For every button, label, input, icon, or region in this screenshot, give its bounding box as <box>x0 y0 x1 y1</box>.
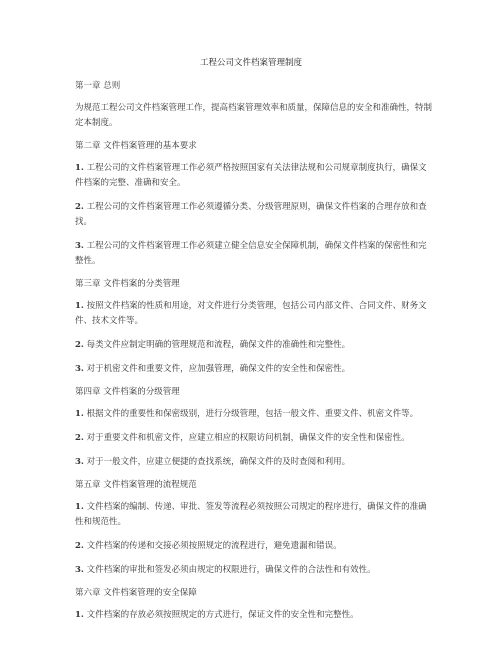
paragraph-text: 工程公司的文件档案管理工作必须遵循分类、分级管理原则，确保文件档案的合理存放和查找。 <box>75 202 427 227</box>
paragraph-text: 文件档案的审批和签发必须由规定的权限进行，确保文件的合法性和有效性。 <box>83 565 376 575</box>
paragraph-text: 按照文件档案的性质和用途，对文件进行分类管理，包括公司内部文件、合同文件、财务文件、技术文件等。 <box>75 301 427 326</box>
paragraph <box>75 299 435 329</box>
chapter-heading: 第二章 文件档案管理的基本要求 <box>75 141 197 151</box>
paragraph-text: 文件档案的传递和交接必须按照规定的流程进行，避免遗漏和错误。 <box>83 541 342 551</box>
chapter-heading: 第一章 总则 <box>75 81 121 91</box>
paragraph-text: 为规范工程公司文件档案管理工作，提高档案管理效率和质量，保障信息的安全和准确性，特制定本制度。 <box>75 103 433 128</box>
paragraph-text: 工程公司的文件档案管理工作必须严格按照国家有关法律法规和公司规章制度执行，确保文件档案的完整、准确和安全。 <box>75 163 427 188</box>
paragraph <box>75 362 435 377</box>
chapter-heading: 第五章 文件档案管理的流程规范 <box>75 480 197 490</box>
paragraph <box>75 161 435 191</box>
chapter-heading: 第六章 文件档案管理的安全保障 <box>75 588 197 598</box>
paragraph-text: 根据文件的重要性和保密级别，进行分级管理，包括一般文件、重要文件、机密文件等。 <box>83 409 419 419</box>
item-number: 3. <box>75 364 84 374</box>
paragraph <box>75 539 435 554</box>
paragraph <box>75 407 435 422</box>
document-title: 工程公司文件档案管理制度 <box>199 58 302 68</box>
paragraph-text: 工程公司的文件档案管理工作必须建立健全信息安全保障机制，确保文件档案的保密性和完整性。 <box>75 241 427 266</box>
paragraph <box>75 500 435 530</box>
paragraph-text: 对于一般文件，应建立便捷的查找系统，确保文件的及时查阅和利用。 <box>83 457 351 467</box>
document-body <box>75 80 435 632</box>
paragraph <box>75 239 435 269</box>
paragraph <box>75 608 435 623</box>
item-number: 2. <box>75 202 84 212</box>
item-number: 3. <box>75 565 84 575</box>
paragraph <box>75 200 435 230</box>
chapter-heading: 第三章 文件档案的分类管理 <box>75 279 180 289</box>
paragraph <box>75 101 435 131</box>
item-number: 1. <box>75 409 84 419</box>
item-number: 2. <box>75 433 84 443</box>
item-number: 1. <box>75 163 84 173</box>
item-number: 2. <box>75 340 84 350</box>
paragraph-text: 文件档案的编制、传递、审批、签发等流程必须按照公司规定的程序进行，确保文件的准确性和规范性。 <box>75 502 427 527</box>
item-number: 2. <box>75 541 84 551</box>
paragraph-text: 对于重要文件和机密文件，应建立相应的权限访问机制，确保文件的安全性和保密性。 <box>83 433 410 443</box>
paragraph-text: 每类文件应制定明确的管理规范和流程，确保文件的准确性和完整性。 <box>83 340 351 350</box>
item-number: 1. <box>75 610 84 620</box>
paragraph <box>75 563 435 578</box>
item-number: 3. <box>75 457 84 467</box>
paragraph <box>75 338 435 353</box>
paragraph-text: 文件档案的存放必须按照规定的方式进行，保证文件的安全性和完整性。 <box>83 610 359 620</box>
paragraph <box>75 431 435 446</box>
item-number: 1. <box>75 301 84 311</box>
chapter-heading: 第四章 文件档案的分级管理 <box>75 387 180 397</box>
paragraph <box>75 455 435 470</box>
item-number: 1. <box>75 502 84 512</box>
paragraph-text: 对于机密文件和重要文件，应加强管理，确保文件的安全性和保密性。 <box>83 364 351 374</box>
item-number: 3. <box>75 241 84 251</box>
